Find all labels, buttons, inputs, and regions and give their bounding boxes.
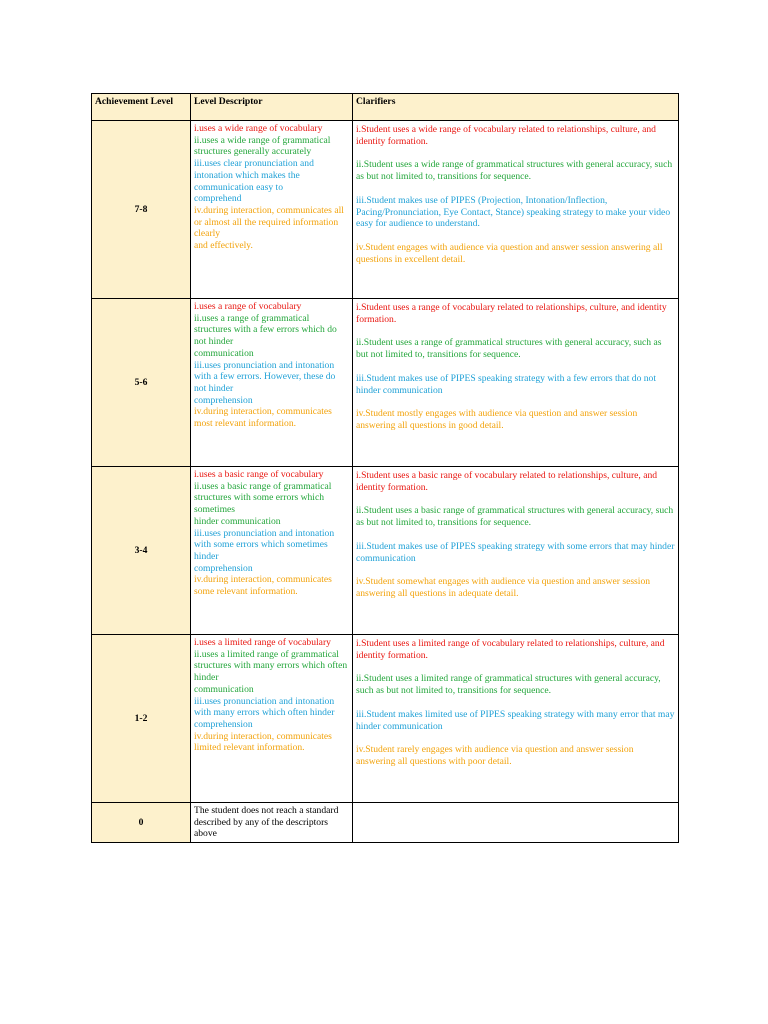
clarifier-item: i.Student uses a wide range of vocabulary related to relationships, culture, and identity formation. bbox=[356, 124, 656, 147]
header-clarifiers: Clarifiers bbox=[353, 94, 679, 121]
descriptor-line: i.uses a range of vocabulary bbox=[194, 301, 302, 312]
table-row bbox=[92, 803, 679, 843]
clarifiers-cell bbox=[353, 635, 679, 803]
descriptor-line: comprehension bbox=[194, 562, 253, 574]
rubric-table bbox=[91, 93, 679, 843]
descriptor-line: communication bbox=[194, 683, 254, 695]
descriptor-line: i.uses a wide range of vocabulary bbox=[194, 123, 323, 134]
clarifier-item: ii.Student uses a wide range of grammatical structures with general accuracy, such as but not limited to, transitions for sequence. bbox=[356, 159, 673, 183]
clarifier-item: iv.Student somewhat engages with audience via question and answer session answering all questions in adequate detail. bbox=[356, 576, 651, 599]
achievement-level-cell: 7-8 bbox=[92, 121, 191, 299]
clarifier-item: iv.Student rarely engages with audience via question and answer session answering all questions with poor detail. bbox=[356, 744, 634, 767]
achievement-level-cell: 0 bbox=[92, 803, 191, 843]
descriptor-line: comprehension bbox=[194, 394, 253, 406]
clarifier-item: iii.Student makes use of PIPES (Projection, Intonation/Inflection, Pacing/Pronunciation, Eye Contact, Stance) speaking strategy to make your video easy for audience to understand. bbox=[356, 194, 671, 230]
clarifier-item: i.Student uses a basic range of vocabulary related to relationships, culture, and identity formation. bbox=[356, 470, 658, 493]
descriptor-line: comprehend bbox=[194, 193, 242, 205]
level-descriptor-cell bbox=[191, 299, 353, 467]
descriptor-line: hinder communication bbox=[194, 515, 281, 527]
header-row bbox=[92, 94, 679, 121]
level-descriptor-cell bbox=[191, 467, 353, 635]
achievement-level-cell: 1-2 bbox=[92, 635, 191, 803]
descriptor-line: iii.uses pronunciation and intonation with some errors which sometimes hinder bbox=[194, 527, 335, 562]
clarifier-item: iv.Student engages with audience via question and answer session answering all questions in excellent detail. bbox=[356, 241, 663, 265]
descriptor-line: iv.during interaction, communicates some relevant information. bbox=[194, 574, 332, 598]
descriptor-line: ii.uses a basic range of grammatical structures with some errors which sometimes bbox=[194, 480, 332, 516]
descriptor-line: iii.uses pronunciation and intonation with a few errors. However, these do not hinder bbox=[194, 359, 336, 394]
clarifiers-cell bbox=[353, 803, 679, 843]
clarifier-item: ii.Student uses a basic range of grammatical structures with general accuracy, such as but not limited to, transitions for sequence. bbox=[356, 505, 674, 529]
table-row bbox=[92, 635, 679, 803]
descriptor-line: ii.uses a wide range of grammatical structures generally accurately bbox=[194, 134, 331, 158]
clarifier-item: ii.Student uses a limited range of grammatical structures with general accuracy, such as but not limited to, transitions for sequence. bbox=[356, 673, 661, 697]
clarifiers-cell bbox=[353, 299, 679, 467]
header-level-descriptor: Level Descriptor bbox=[191, 94, 353, 121]
descriptor-line: and effectively. bbox=[194, 240, 253, 252]
descriptor-line: iv.during interaction, communicates limited relevant information. bbox=[194, 730, 332, 754]
descriptor-line: ii.uses a limited range of grammatical structures with many errors which often hinder bbox=[194, 648, 348, 684]
clarifiers-cell bbox=[353, 121, 679, 299]
descriptor-line: i.uses a limited range of vocabulary bbox=[194, 637, 331, 648]
clarifiers-cell bbox=[353, 467, 679, 635]
descriptor-line: The student does not reach a standard described by any of the descriptors above bbox=[194, 805, 339, 840]
clarifier-item: iii.Student makes use of PIPES speaking strategy with some errors that may hinder communication bbox=[356, 540, 675, 564]
descriptor-line: i.uses a basic range of vocabulary bbox=[194, 469, 324, 480]
descriptor-line: iv.during interaction, communicates all or almost all the required information clearly bbox=[194, 204, 344, 240]
level-descriptor-cell bbox=[191, 121, 353, 299]
descriptor-line: iii.uses pronunciation and intonation with many errors which often hinder bbox=[194, 695, 335, 719]
descriptor-line: communication bbox=[194, 347, 254, 359]
header-achievement-level: Achievement Level bbox=[92, 94, 191, 121]
table-row bbox=[92, 299, 679, 467]
table-row bbox=[92, 121, 679, 299]
descriptor-line: iv.during interaction, communicates most relevant information. bbox=[194, 406, 332, 430]
clarifier-item: i.Student uses a range of vocabulary related to relationships, culture, and identity formation. bbox=[356, 302, 667, 325]
clarifier-item: i.Student uses a limited range of vocabulary related to relationships, culture, and identity formation. bbox=[356, 638, 665, 661]
level-descriptor-cell bbox=[191, 803, 353, 843]
descriptor-line: comprehension bbox=[194, 718, 253, 730]
descriptor-line: iii.uses clear pronunciation and intonation which makes the communication easy to bbox=[194, 158, 314, 193]
descriptor-line: ii.uses a range of grammatical structures with a few errors which do not hinder bbox=[194, 312, 337, 348]
clarifier-item: iii.Student makes use of PIPES speaking strategy with a few errors that do not hinder communication bbox=[356, 372, 657, 396]
clarifier-item: iv.Student mostly engages with audience via question and answer session answering all questions in good detail. bbox=[356, 408, 638, 431]
clarifier-item: ii.Student uses a range of grammatical structures with general accuracy, such as but not limited to, transitions for sequence. bbox=[356, 337, 662, 361]
achievement-level-cell: 3-4 bbox=[92, 467, 191, 635]
level-descriptor-cell bbox=[191, 635, 353, 803]
table-row bbox=[92, 467, 679, 635]
achievement-level-cell: 5-6 bbox=[92, 299, 191, 467]
clarifier-item: iii.Student makes limited use of PIPES speaking strategy with many error that may hinder communication bbox=[356, 708, 675, 732]
